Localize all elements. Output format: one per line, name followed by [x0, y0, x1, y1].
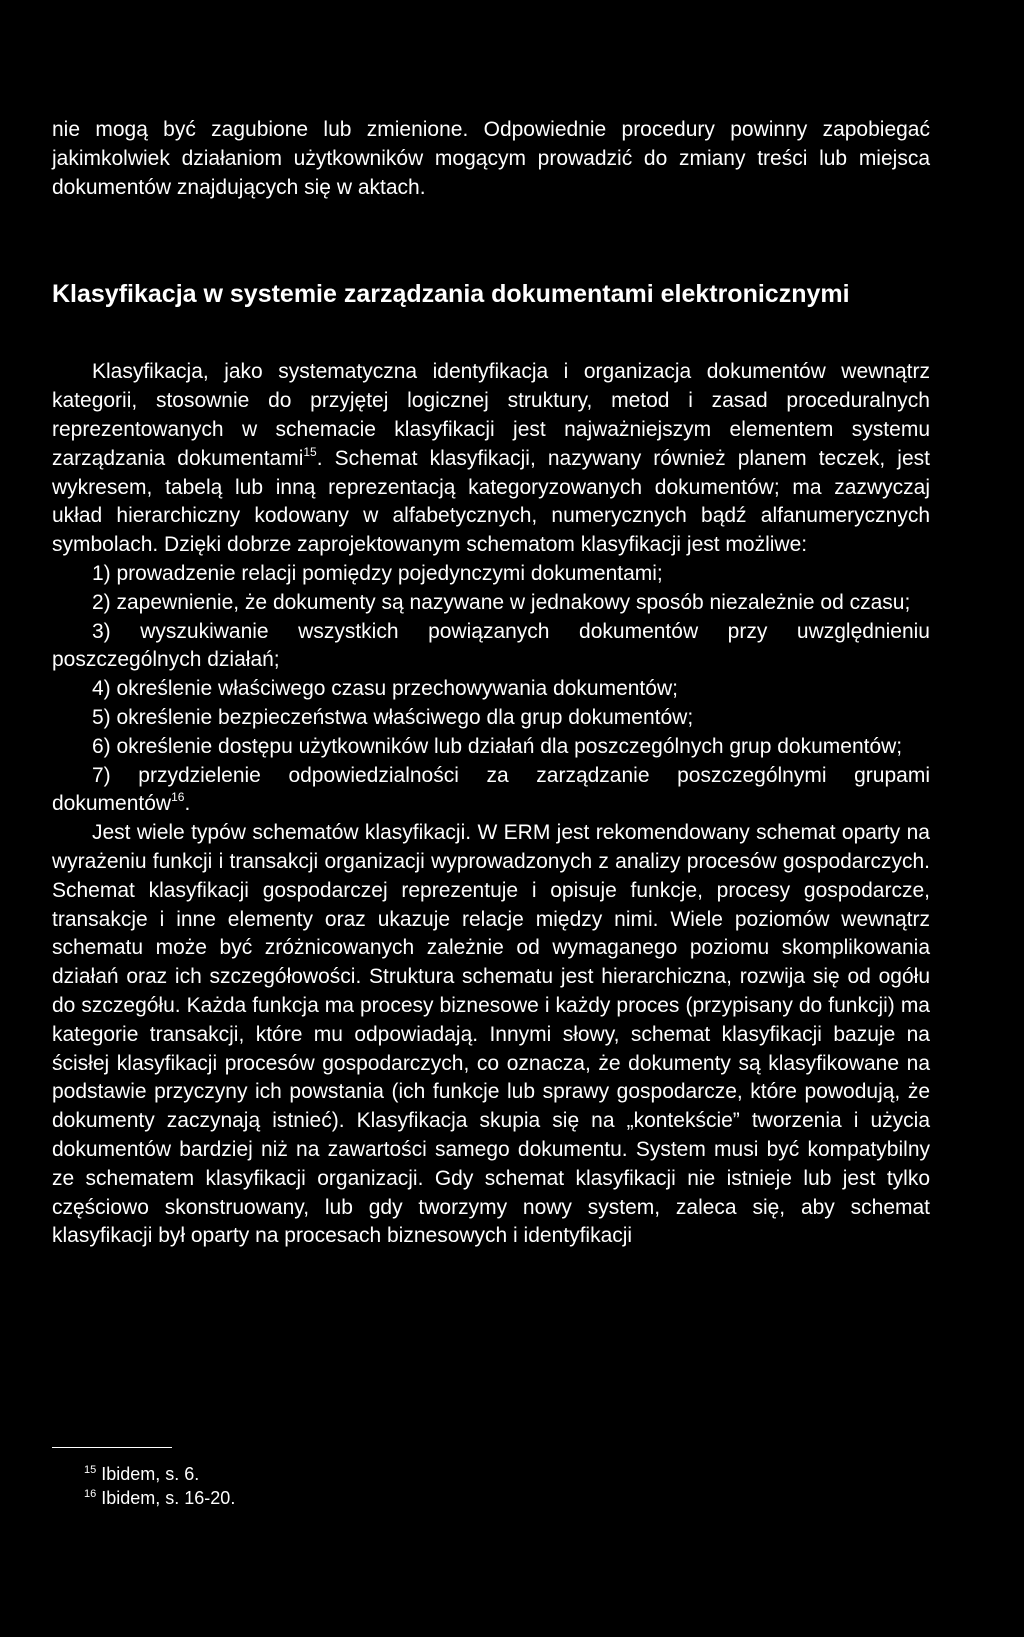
footnote-text: Ibidem, s. 16-20. — [96, 1488, 236, 1508]
benefits-list — [52, 560, 930, 819]
footnote-divider — [52, 1447, 172, 1448]
body-text — [52, 358, 930, 1251]
list-item: 6) określenie dostępu użytkowników lub działań dla poszczególnych grup dokumentów; — [92, 734, 903, 758]
footnote-ref-15: 15 — [303, 444, 317, 459]
list-item: 2) zapewnienie, że dokumenty są nazywane w jednakowy sposób niezależnie od czasu; — [92, 590, 911, 614]
footnote-15 — [84, 1462, 684, 1486]
list-item-end: . — [184, 792, 191, 816]
footnote-number: 15 — [84, 1464, 97, 1476]
list-item: 4) określenie właściwego czasu przechowywania dokumentów; — [92, 677, 678, 701]
list-item-text: 7) przydzielenie odpowiedzialności za zarządzanie poszczególnymi grupami dokumentów — [52, 763, 930, 816]
paragraph-text-part-1: Klasyfikacja, jako systematyczna identyfikacja i organizacja dokumentów wewnątrz kategorii, stosownie do przyjętej logicznej struktury, metod i zasad proceduralnych reprezentowanych w schemacie klasyfikacji jest najważniejszym elementem systemu zarządzania dokumentami — [52, 360, 930, 470]
paragraph-text-part-2: . Schemat klasyfikacji, nazywany również planem teczek, jest wykresem, tabelą lub inną reprezentacją kategoryzowanych dokumentów; ma zazwyczaj układ hierarchiczny kodowany w alfabetycznych, numerycznych bądź alfanumerycznych symbolach. Dzięki dobrze zaprojektowanym schematom klasyfikacji jest możliwe: — [52, 446, 930, 557]
footnote-text: Ibidem, s. 6. — [96, 1464, 200, 1484]
list-item: 1) prowadzenie relacji pomiędzy pojedynczymi dokumentami; — [92, 561, 663, 585]
footnote-ref-16: 16 — [171, 790, 185, 805]
paragraph-classification — [52, 358, 930, 560]
footnote-16 — [84, 1486, 684, 1510]
footnotes — [84, 1462, 684, 1510]
page-content — [52, 116, 930, 1251]
list-item: 3) wyszukiwanie wszystkich powiązanych dokumentów przy uwzględnieniu poszczególnych działań; — [52, 619, 930, 672]
section-heading: Klasyfikacja w systemie zarządzania dokumentami elektronicznymi — [52, 280, 850, 309]
list-item: 5) określenie bezpieczeństwa właściwego dla grup dokumentów; — [92, 705, 694, 729]
paragraph-schemes: Jest wiele typów schematów klasyfikacji. W ERM jest rekomendowany schemat oparty na wyrażeniu funkcji i transakcji organizacji wyprowadzonych z analizy procesów gospodarczych. Schemat klasyfikacji gospodarczej reprezentuje i opisuje funkcje, procesy gospodarcze, transakcje i inne elementy oraz ukazuje relacje między nimi. Wiele poziomów wewnątrz schematu może być zróżnicowanych zależnie od wymaganego poziomu skomplikowania działań oraz ich szczegółowości. Struktura schematu jest hierarchiczna, rozwija się od ogółu do szczegółu. Każda funkcja ma procesy biznesowe i każdy proces (przypisany do funkcji) ma kategorie transakcji, które mu odpowiadają. Innymi słowy, schemat klasyfikacji bazuje na ścisłej klasyfikacji procesów gospodarczych, co oznacza, że dokumenty są klasyfikowane na podstawie przyczyny ich powstania (ich funkcje lub sprawy gospodarcze, które powodują, że dokumenty zaczynają istnieć). Klasyfikacja skupia się na „kontekście” tworzenia i użycia dokumentów bardziej niż na zawartości samego dokumentu. System musi być kompatybilny ze schematem klasyfikacji organizacji. Gdy schemat klasyfikacji nie istnieje lub jest tylko częściowo skonstruowany, lub gdy tworzymy nowy system, zaleca się, aby schemat klasyfikacji był oparty na procesach biznesowych i identyfikacji — [52, 821, 930, 1248]
intro-paragraph: nie mogą być zagubione lub zmienione. Odpowiednie procedury powinny zapobiegać jakimkolwiek działaniom użytkowników mogącym prowadzić do zmiany treści lub miejsca dokumentów znajdujących się w aktach. — [52, 118, 930, 199]
footnote-number: 16 — [84, 1488, 97, 1500]
list-item — [52, 762, 930, 820]
